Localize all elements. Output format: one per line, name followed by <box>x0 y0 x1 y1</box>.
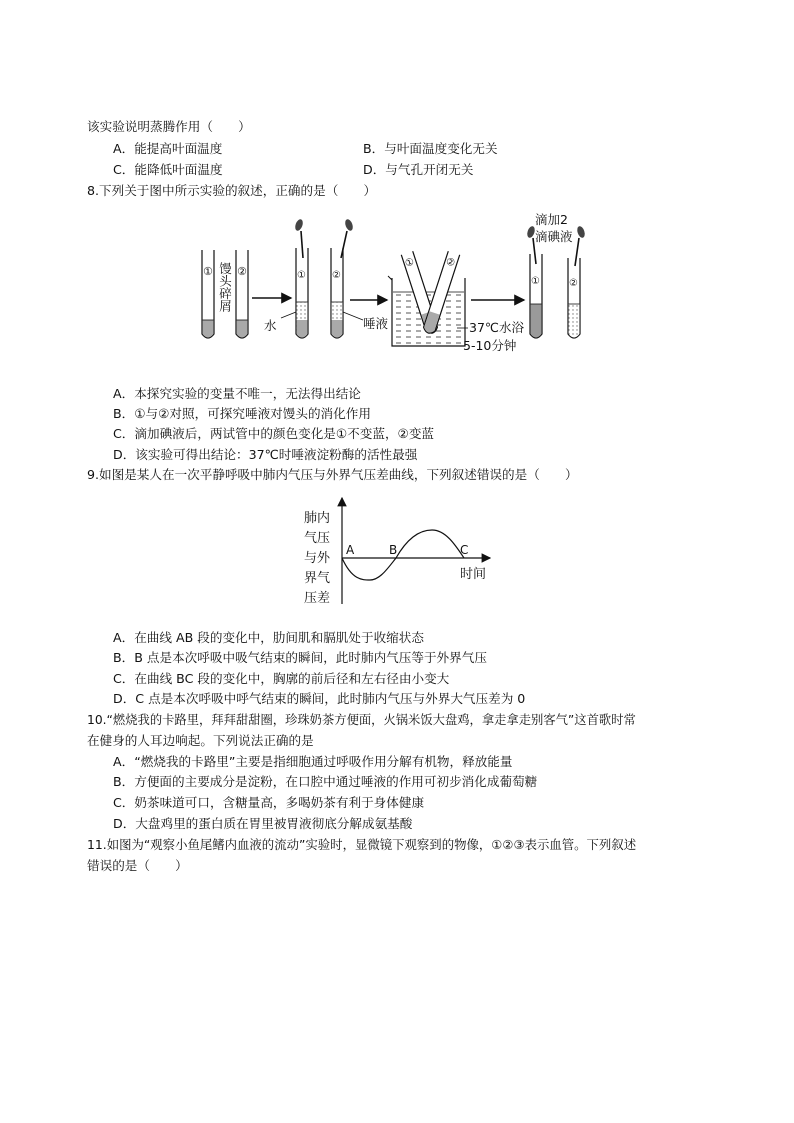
q8-option-c: C．滴加碘液后，两试管中的颜色变化是①不变蓝，②变蓝 <box>113 426 435 441</box>
bath-tube-2-number: ② <box>444 256 457 270</box>
bath-time-label: 5-10分钟 <box>463 338 517 353</box>
bread-label: 馒头碎屑 <box>217 262 233 312</box>
y-label-line4: 界气 <box>304 571 331 586</box>
q8-option-b: B．①与②对照，可探究唾液对馒头的消化作用 <box>113 406 371 421</box>
stage2-tube-2 <box>331 218 354 338</box>
stage2-tube-1 <box>294 218 308 338</box>
q10-stem-line1: 10.“燃烧我的卡路里，拜拜甜甜圈，珍珠奶茶方便面，火锅米饭大盘鸡，拿走拿走别客气”这首歌时常 <box>87 713 636 727</box>
stage1-tube-1 <box>202 250 214 338</box>
q7-option-a: A．能提高叶面温度 <box>113 141 223 156</box>
point-a-label: A <box>346 543 355 557</box>
bath-temperature-label: 37℃水浴 <box>469 320 524 335</box>
point-c-label: C <box>460 543 469 557</box>
q9-stem: 9.如图是某人在一次平静呼吸中肺内气压与外界气压差曲线，下列叙述错误的是（ ） <box>87 467 578 482</box>
q7-option-c: C．能降低叶面温度 <box>113 162 223 177</box>
q7-option-d: D．与气孔开闭无关 <box>363 162 474 177</box>
saliva-label: 唾液 <box>363 316 389 331</box>
bath-tube-1-number: ① <box>403 256 416 270</box>
q10-option-c: C．奶茶味道可口，含糖量高，多喝奶茶有利于身体健康 <box>113 795 425 810</box>
q11-stem-line1: 11.如图为“观察小鱼尾鳍内血液的流动”实验时，显微镜下观察到的物像，①②③表示血管。下列叙述 <box>87 837 637 852</box>
stage2-tube-1-number: ① <box>297 270 306 281</box>
q10-option-b: B．方便面的主要成分是淀粉，在口腔中通过唾液的作用可初步消化成葡萄糖 <box>113 774 538 789</box>
q9-option-d: D．C 点是本次呼吸中呼气结束的瞬间，此时肺内气压与外界大气压差为 0 <box>113 691 526 706</box>
q9-option-b: B．B 点是本次呼吸中吸气结束的瞬间，此时肺内气压等于外界气压 <box>113 650 487 665</box>
stage1-tube-2 <box>236 250 248 338</box>
iodine-label-line2: 滴碘液 <box>535 229 573 244</box>
pressure-curve <box>342 530 464 580</box>
iodine-label-line1: 滴加2 <box>535 212 568 227</box>
y-label-line2: 气压 <box>304 531 331 546</box>
stage1-tube-2-number: ② <box>237 265 247 278</box>
y-label-line5: 压差 <box>304 591 331 606</box>
q8-experiment-figure <box>195 208 595 356</box>
stage2-tube-2-number: ② <box>332 270 341 281</box>
q10-stem-line2: 在健身的人耳边响起。下列说法正确的是 <box>87 733 314 748</box>
q9-option-a: A．在曲线 AB 段的变化中，肋间肌和膈肌处于收缩状态 <box>113 630 424 645</box>
q7-option-b: B．与叶面温度变化无关 <box>363 141 498 156</box>
water-label: 水 <box>264 318 277 333</box>
y-label-line1: 肺内 <box>304 511 331 526</box>
q9-pressure-curve-figure <box>300 492 500 610</box>
q8-option-d: D．该实验可得出结论：37℃时唾液淀粉酶的活性最强 <box>113 447 418 462</box>
dropper-water <box>294 218 304 258</box>
x-axis-label: 时间 <box>460 567 487 582</box>
q8-stem: 8.下列关于图中所示实验的叙述，正确的是（ ） <box>87 183 377 198</box>
q7-stem: 该实验说明蒸腾作用（ ） <box>87 119 251 134</box>
q9-option-c: C．在曲线 BC 段的变化中，胸廓的前后径和左右径由小变大 <box>113 671 450 686</box>
y-label-line3: 与外 <box>304 551 331 566</box>
q10-option-d: D．大盘鸡里的蛋白质在胃里被胃液彻底分解成氨基酸 <box>113 816 413 831</box>
point-b-label: B <box>389 543 398 557</box>
q10-option-a: A．“燃烧我的卡路里”主要是指细胞通过呼吸作用分解有机物，释放能量 <box>113 754 513 769</box>
stage4-tube-2-number: ② <box>569 278 578 289</box>
stage4-tube-1-number: ① <box>531 276 540 287</box>
dropper-saliva <box>341 218 354 258</box>
water-bath-beaker <box>388 251 465 346</box>
stage1-tube-1-number: ① <box>203 265 213 278</box>
q11-stem-line2: 错误的是（ ） <box>87 858 188 873</box>
dropper-iodine-1 <box>526 225 536 264</box>
q8-option-a: A．本探究实验的变量不唯一，无法得出结论 <box>113 386 361 401</box>
